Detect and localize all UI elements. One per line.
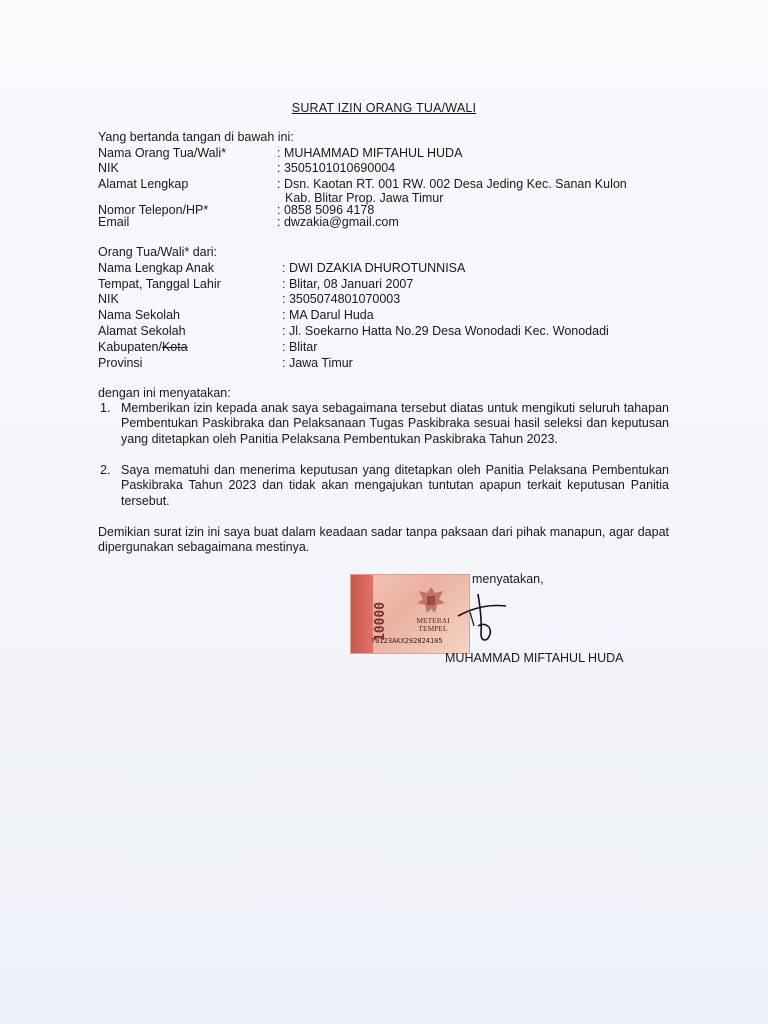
letter-title: SURAT IZIN ORANG TUA/WALI [291,101,477,115]
child-name-value: : DWI DZAKIA DHUROTUNNISA [282,261,466,275]
province-value: : Jawa Timur [282,356,353,370]
parent-address-value-line2: Kab. Blitar Prop. Jawa Timur [285,191,444,205]
province-label: Provinsi [98,356,143,370]
child-intro-text: Orang Tua/Wali* dari: [98,245,218,259]
signer-name: MUHAMMAD MIFTAHUL HUDA [445,651,624,665]
point-1-text: Memberikan izin kepada anak saya sebagaimana tersebut diatas untuk mengikuti seluruh tahapan Pembentukan Paskibraka dan Pelaksanaan Tugas Paskibraka sesuai hasil seleksi dan keputusan yang ditetapkan oleh Panitia Pelaksana Pembentukan Paskibraka Tahun 2023. [121,401,669,446]
parent-name-value: : MUHAMMAD MIFTAHUL HUDA [277,146,463,160]
regency-label-struck: Kota [161,340,188,354]
stamp-serial: 70123AKX292824105 [371,637,443,645]
closing-paragraph: Demikian surat izin ini saya buat dalam keadaan sadar tanpa paksaan dari pihak manapun, agar dapat dipergunakan sebagaimana mestinya. [98,525,669,555]
stamp-label-line1: METERAI [416,616,450,625]
child-birth-value: : Blitar, 08 Januari 2007 [282,277,414,291]
school-name-label: Nama Sekolah [98,308,180,322]
garuda-emblem-icon [411,583,451,617]
child-name-label: Nama Lengkap Anak [98,261,215,275]
school-address-label: Alamat Sekolah [98,324,186,338]
parent-nik-label: NIK [98,161,119,175]
point-2-text: Saya mematuhi dan menerima keputusan yang ditetapkan oleh Panitia Pelaksana Pembentukan Paskibraka Tahun 2023 dan tidak akan mengajukan tuntutan apapun terkait keputusan Panitia tersebut. [121,463,669,508]
parent-name-label: Nama Orang Tua/Wali* [98,146,227,160]
signature-icon [448,586,518,646]
regency-label-prefix: Kabupaten/ [98,340,162,354]
stamp-label-line2: TEMPEL [418,624,448,633]
child-nik-label: NIK [98,292,119,306]
stamp-value: 10000 [373,601,388,641]
parent-nik-value: : 3505101010690004 [277,161,396,175]
child-birth-label: Tempat, Tanggal Lahir [98,277,221,291]
parent-phone-label: Nomor Telepon/HP* [98,203,209,217]
parent-email-label: Email [98,215,130,229]
point-2-number: 2. [100,463,111,477]
intro-text: Yang bertanda tangan di bawah ini: [98,130,294,144]
parent-email-value: : dwzakia@gmail.com [277,215,399,229]
statement-intro: dengan ini menyatakan: [98,386,231,400]
point-1-number: 1. [100,401,111,415]
stamp-strip [351,575,373,653]
school-address-value: : Jl. Soekarno Hatta No.29 Desa Wonodadi Kec. Wonodadi [282,324,609,338]
parent-address-value: : Dsn. Kaotan RT. 001 RW. 002 Desa Jeding Kec. Sanan Kulon [277,177,627,191]
parent-address-label: Alamat Lengkap [98,177,189,191]
parent-phone-value: : 0858 5096 4178 [277,203,375,217]
child-nik-value: : 3505074801070003 [282,292,401,306]
regency-value: : Blitar [282,340,318,354]
school-name-value: : MA Darul Huda [282,308,374,322]
sign-intro: menyatakan, [472,572,544,586]
regency-label [98,340,188,355]
